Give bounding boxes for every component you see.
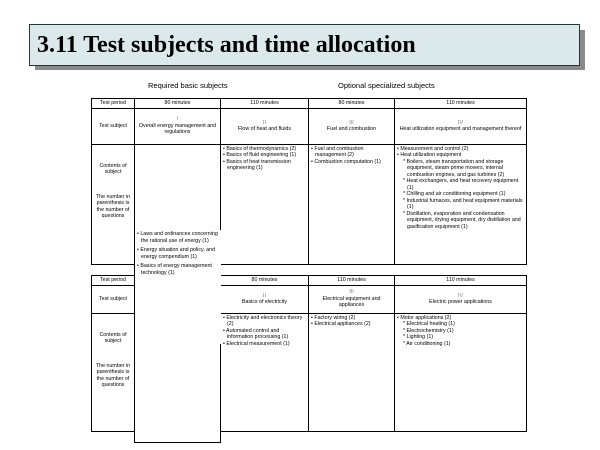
period-cell: 110 minutes [309, 276, 395, 286]
list-item: • Electrical appliances (2) [311, 321, 371, 327]
contents-label [92, 313, 135, 431]
contents-col3 [309, 144, 395, 264]
list-item: * Chilling and air conditioning equipment (1) [403, 191, 506, 197]
subject-numeral: II [263, 119, 266, 126]
list-item: • Basics of fluid engineering (1) [223, 152, 297, 158]
list-item: • Factory wiring (2) [311, 314, 356, 321]
title-box [29, 24, 580, 66]
list-item: * Air conditioning (1) [403, 340, 451, 347]
period-cell: 110 minutes [395, 276, 527, 286]
subject-cell [395, 285, 527, 313]
list-item: • Basics of thermodynamics (2) [223, 145, 297, 152]
subject-cell [135, 108, 221, 144]
subject-name: Flow of heat and fluids [238, 126, 291, 132]
list-item: * Electrochemistry (1) [403, 327, 454, 334]
list-item: • Measurement and control (2) [397, 145, 469, 152]
list-item: * Boilers, steam transportation and storage equipment, steam prime movers, internal combustion engines, and gas turbines (2) [403, 158, 505, 178]
contents-col2 [221, 144, 309, 264]
contents-col2 [221, 313, 309, 431]
subject-numeral: I [176, 116, 179, 123]
period-label: Test period [92, 276, 135, 286]
list-item: • Laws and ordinances concerning the rational use of energy (1) [137, 231, 218, 244]
optional-heading: Optional specialized subjects [338, 81, 435, 90]
subject-cell [309, 285, 395, 313]
subject-numeral: II [263, 292, 266, 299]
period-cell: 110 minutes [221, 99, 309, 109]
subject-name: Fuel and combustion [326, 126, 377, 132]
period-cell: 80 minutes [135, 99, 221, 109]
list-item: • Electricity and electronics theory (2) [223, 314, 303, 327]
period-cell: 80 minutes [309, 99, 395, 109]
subject-cell [221, 285, 309, 313]
period-label: Test period [92, 99, 135, 109]
list-item: * Electrical heating (1) [403, 321, 455, 327]
subject-cell [309, 108, 395, 144]
subject-numeral: III [349, 119, 354, 126]
contents-label [92, 144, 135, 264]
contents-col4 [395, 313, 527, 431]
subject-cell [395, 108, 527, 144]
col1-content [135, 230, 221, 344]
list-item: * Distillation, evaporation and condensation equipment, drying equipment, dry distillation and gasification equipment (1) [403, 210, 521, 230]
list-item: • Basics of heat transmission engineering (1) [223, 158, 291, 171]
subject-name: Basics of electricity [241, 299, 288, 305]
list-item: • Energy situation and policy, and energy compendium (1) [137, 247, 216, 260]
subject-label: Test subject [92, 108, 135, 144]
list-item: • Basics of energy management technology (1) [137, 263, 212, 276]
contents-col3 [309, 313, 395, 431]
subject-numeral: IV [457, 292, 463, 299]
subject-numeral: III [349, 289, 354, 296]
list-item: • Motor applications (2) [397, 314, 452, 321]
list-item: • Electrical measurement (1) [223, 340, 290, 347]
subject-name: Overall energy management and regulations [138, 122, 217, 136]
subject-name: Electrical equipment and appliances [322, 295, 381, 309]
contents-label-line2: The number in parenthesis is the number of questions [95, 193, 131, 219]
subject-name: Electric power applications [429, 299, 492, 305]
subject-cell [221, 108, 309, 144]
subject-label: Test subject [92, 285, 135, 313]
list-item: • Automated control and information processing (1) [223, 327, 289, 340]
period-cell: 110 minutes [395, 99, 527, 109]
required-heading: Required basic subjects [148, 81, 228, 90]
page-title: 3.11 Test subjects and time allocation [37, 32, 416, 58]
list-item: • Fuel and combustion management (2) [311, 145, 364, 158]
list-item: * Lighting (1) [403, 334, 434, 340]
subject-name: Heat utilization equipment and management thereof [399, 126, 522, 132]
period-cell: 80 minutes [221, 276, 309, 286]
contents-col4 [395, 144, 527, 264]
list-item: * Heat exchangers, and heat recovery equipment (1) [403, 178, 519, 191]
contents-label-line1: Contents of subject [99, 162, 127, 175]
contents-label-line1: Contents of subject [99, 331, 127, 344]
list-item: • Combustion computation (1) [311, 158, 381, 165]
list-item: • Heat utilization equipment [397, 152, 462, 158]
subject-numeral: IV [457, 119, 463, 126]
contents-label-line2: The number in parenthesis is the number of questions [95, 362, 131, 388]
list-item: * Industrial furnaces, and heat equipment materials (1) [403, 197, 523, 210]
